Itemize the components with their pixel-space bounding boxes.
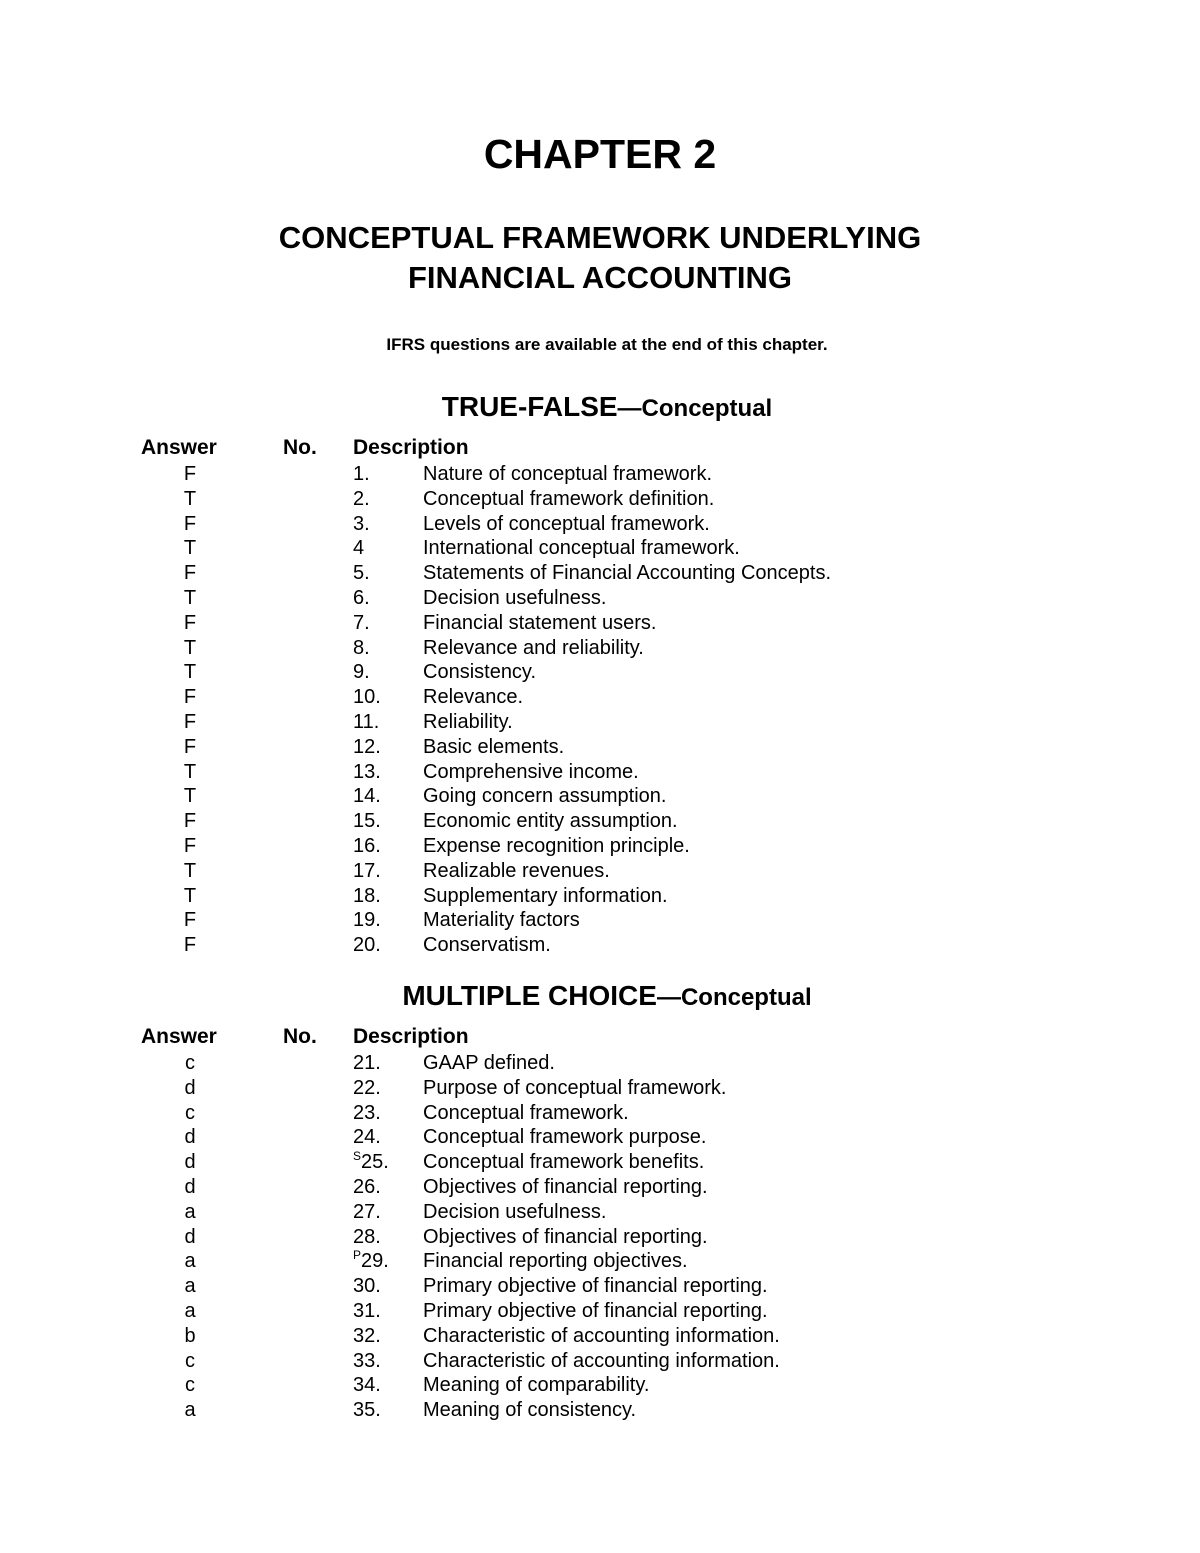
question-number-cell (353, 1125, 381, 1150)
table-row (0, 933, 1200, 958)
table-row (0, 487, 1200, 512)
question-number: 23. (353, 1101, 381, 1124)
answer-cell: d (184, 1151, 196, 1174)
table-row (0, 1150, 1200, 1175)
table-row (0, 1299, 1200, 1324)
number-column-header: No. (283, 436, 317, 459)
answer-cell: F (183, 710, 197, 733)
question-number-cell (353, 1076, 381, 1101)
table-row (0, 1125, 1200, 1150)
question-number: 25. (361, 1151, 389, 1174)
description-cell: Conceptual framework purpose. (423, 1126, 707, 1149)
question-number-cell (353, 611, 370, 636)
description-cell: Materiality factors (423, 909, 580, 932)
question-number: 35. (353, 1399, 381, 1422)
description-cell: Expense recognition principle. (423, 834, 690, 857)
table-row (0, 611, 1200, 636)
true-false-heading (0, 387, 1200, 430)
description-cell: Decision usefulness. (423, 586, 607, 609)
table-row (0, 1398, 1200, 1423)
answer-cell: F (183, 735, 197, 758)
answer-cell: a (184, 1275, 196, 1298)
answer-cell: d (184, 1175, 196, 1198)
description-cell: Meaning of comparability. (423, 1374, 650, 1397)
answer-cell: F (183, 562, 197, 585)
table-row (0, 1373, 1200, 1398)
question-number: 17. (353, 859, 381, 882)
table-row (0, 536, 1200, 561)
answer-cell: a (184, 1399, 196, 1422)
table-row (0, 561, 1200, 586)
question-number-cell (353, 1051, 381, 1076)
answer-cell: T (183, 884, 197, 907)
answer-cell: F (183, 934, 197, 957)
question-number: 24. (353, 1126, 381, 1149)
answer-cell: d (184, 1126, 196, 1149)
question-number-cell (353, 636, 370, 661)
question-number: 4 (353, 537, 365, 560)
number-column-header: No. (283, 1025, 317, 1048)
question-number-cell (353, 462, 370, 487)
table-row (0, 884, 1200, 909)
question-number-cell (353, 1225, 381, 1250)
question-number-cell (353, 908, 381, 933)
question-number-cell (353, 1274, 381, 1299)
answer-cell: a (184, 1200, 196, 1223)
question-number-cell (353, 586, 370, 611)
answer-cell: T (183, 859, 197, 882)
question-number-cell (353, 1101, 381, 1126)
question-number-cell (353, 487, 370, 512)
answer-cell: F (183, 834, 197, 857)
answer-cell: T (183, 586, 197, 609)
question-number: 29. (361, 1250, 389, 1273)
question-number: 8. (353, 636, 370, 659)
chapter-subtitle-line-1: CONCEPTUAL FRAMEWORK UNDERLYING (278, 220, 922, 255)
description-cell: Purpose of conceptual framework. (423, 1076, 727, 1099)
question-number: 14. (353, 785, 381, 808)
answer-cell: a (184, 1299, 196, 1322)
answer-cell: c (185, 1052, 195, 1074)
question-number: 11. (353, 710, 380, 733)
table-row (0, 1076, 1200, 1101)
description-cell: Reliability. (423, 710, 513, 733)
description-cell: Going concern assumption. (423, 785, 667, 808)
table-row (0, 735, 1200, 760)
table-row (0, 1175, 1200, 1200)
description-cell: Realizable revenues. (423, 859, 610, 882)
answer-cell: T (183, 785, 197, 808)
description-cell: Conceptual framework. (423, 1101, 629, 1124)
question-number-cell (353, 1175, 381, 1200)
answer-cell: T (183, 760, 197, 783)
question-number: 16. (353, 834, 381, 857)
table-row (0, 1274, 1200, 1299)
question-number: 6. (353, 586, 370, 609)
multiple-choice-header-row (0, 1023, 1200, 1051)
table-row (0, 859, 1200, 884)
table-row (0, 1249, 1200, 1274)
description-cell: Decision usefulness. (423, 1200, 607, 1223)
question-number-cell (353, 834, 381, 859)
question-number-cell (353, 1200, 381, 1225)
table-row (0, 760, 1200, 785)
table-row (0, 636, 1200, 661)
answer-cell: F (183, 810, 197, 833)
table-row (0, 1200, 1200, 1225)
table-row (0, 586, 1200, 611)
question-number: 19. (353, 909, 381, 932)
question-number: 20. (353, 934, 381, 957)
description-cell: International conceptual framework. (423, 537, 740, 560)
true-false-heading-sub: Conceptual (641, 395, 773, 422)
answer-cell: a (184, 1250, 196, 1273)
question-number: 10. (353, 686, 381, 709)
chapter-title: CHAPTER 2 (483, 131, 717, 177)
table-row (0, 660, 1200, 685)
question-number: 9. (353, 661, 370, 684)
question-number: 26. (353, 1175, 381, 1198)
question-number-cell (353, 1324, 381, 1349)
question-number: 3. (353, 512, 370, 535)
question-number: 13. (353, 760, 381, 783)
description-cell: Comprehensive income. (423, 760, 639, 783)
question-number: 28. (353, 1225, 381, 1248)
question-number-cell (353, 561, 370, 586)
table-row (0, 834, 1200, 859)
question-number: 30. (353, 1275, 381, 1298)
question-prefix: P (353, 1248, 362, 1263)
answer-cell: d (184, 1225, 196, 1248)
answer-cell: c (185, 1101, 195, 1124)
answer-column-header: Answer (141, 1025, 217, 1048)
answer-cell: b (184, 1324, 196, 1347)
table-row (0, 512, 1200, 537)
question-number-cell (353, 660, 370, 685)
table-row (0, 908, 1200, 933)
question-number-cell (353, 1299, 381, 1324)
question-number: 18. (353, 884, 381, 907)
question-number: 1. (353, 463, 370, 485)
multiple-choice-table (0, 1023, 1200, 1423)
question-number: 21. (353, 1052, 381, 1074)
description-cell: Primary objective of financial reporting. (423, 1299, 768, 1322)
question-number: 7. (353, 611, 370, 634)
question-number-cell (353, 1398, 381, 1423)
answer-column-header: Answer (141, 436, 217, 459)
question-number: 31. (353, 1299, 381, 1322)
description-cell: Conceptual framework benefits. (423, 1151, 705, 1174)
description-cell: Conservatism. (423, 934, 551, 957)
table-row (0, 1225, 1200, 1250)
question-number-cell (353, 1373, 381, 1398)
description-cell: Statements of Financial Accounting Concepts. (423, 562, 832, 585)
answer-cell: F (183, 909, 197, 932)
multiple-choice-heading-sub: Conceptual (680, 984, 812, 1011)
table-row (0, 462, 1200, 487)
multiple-choice-heading-dash: — (656, 984, 681, 1011)
description-cell: GAAP defined. (423, 1052, 555, 1074)
answer-cell: F (183, 611, 197, 634)
table-row (0, 784, 1200, 809)
question-number: 2. (353, 487, 370, 510)
description-cell: Characteristic of accounting information. (423, 1324, 780, 1347)
answer-cell: T (183, 661, 197, 684)
table-row (0, 1349, 1200, 1374)
question-number: 5. (353, 562, 370, 585)
question-number: 34. (353, 1374, 381, 1397)
answer-cell: T (183, 487, 197, 510)
table-row (0, 710, 1200, 735)
answer-cell: c (185, 1349, 195, 1372)
answer-cell: d (184, 1076, 196, 1099)
question-number: 15. (353, 810, 381, 833)
question-number-cell (353, 884, 381, 909)
description-column-header: Description (353, 436, 469, 459)
question-number: 32. (353, 1324, 381, 1347)
description-column-header: Description (353, 1025, 469, 1048)
description-cell: Conceptual framework definition. (423, 487, 715, 510)
question-number-cell (353, 1349, 381, 1374)
question-number-cell (353, 809, 381, 834)
true-false-header-row (0, 434, 1200, 462)
answer-cell: T (183, 537, 197, 560)
question-number-cell (353, 685, 381, 710)
true-false-table (0, 434, 1200, 958)
question-number-cell (353, 1249, 389, 1274)
description-cell: Relevance and reliability. (423, 636, 644, 659)
question-number: 22. (353, 1076, 381, 1099)
description-cell: Supplementary information. (423, 884, 668, 907)
table-row (0, 685, 1200, 710)
true-false-heading-main: TRUE-FALSE (441, 391, 618, 422)
chapter-subtitle (0, 218, 1200, 298)
question-number-cell (353, 536, 364, 561)
question-number-cell (353, 859, 381, 884)
ifrs-note: IFRS questions are available at the end of this chapter. (386, 335, 828, 354)
description-cell: Consistency. (423, 661, 537, 684)
description-cell: Meaning of consistency. (423, 1399, 637, 1422)
description-cell: Primary objective of financial reporting. (423, 1275, 768, 1298)
table-row (0, 1101, 1200, 1126)
description-cell: Economic entity assumption. (423, 810, 678, 833)
answer-cell: c (185, 1374, 195, 1397)
question-number-cell (353, 784, 381, 809)
true-false-heading-dash: — (617, 395, 642, 422)
description-cell: Objectives of financial reporting. (423, 1225, 708, 1248)
question-number-cell (353, 710, 379, 735)
answer-cell: F (183, 512, 197, 535)
description-cell: Basic elements. (423, 735, 565, 758)
multiple-choice-heading-main: MULTIPLE CHOICE (402, 980, 657, 1011)
chapter-subtitle-line-2: FINANCIAL ACCOUNTING (407, 260, 793, 295)
question-number: 33. (353, 1349, 381, 1372)
table-row (0, 1051, 1200, 1076)
description-cell: Characteristic of accounting information. (423, 1349, 780, 1372)
description-cell: Relevance. (423, 686, 524, 709)
description-cell: Financial statement users. (423, 611, 657, 634)
answer-cell: F (183, 686, 197, 709)
description-cell: Financial reporting objectives. (423, 1250, 688, 1273)
question-number-cell (353, 760, 381, 785)
answer-cell: F (183, 463, 197, 485)
description-cell: Objectives of financial reporting. (423, 1175, 708, 1198)
question-number-cell (353, 735, 381, 760)
table-row (0, 809, 1200, 834)
question-number-cell (353, 933, 381, 958)
answer-cell: T (183, 636, 197, 659)
question-prefix: S (353, 1149, 362, 1164)
question-number-cell (353, 1150, 389, 1175)
question-number: 27. (353, 1200, 381, 1223)
description-cell: Levels of conceptual framework. (423, 512, 710, 535)
table-row (0, 1324, 1200, 1349)
multiple-choice-heading (0, 976, 1200, 1019)
question-number-cell (353, 512, 370, 537)
description-cell: Nature of conceptual framework. (423, 463, 713, 485)
question-number: 12. (353, 735, 381, 758)
